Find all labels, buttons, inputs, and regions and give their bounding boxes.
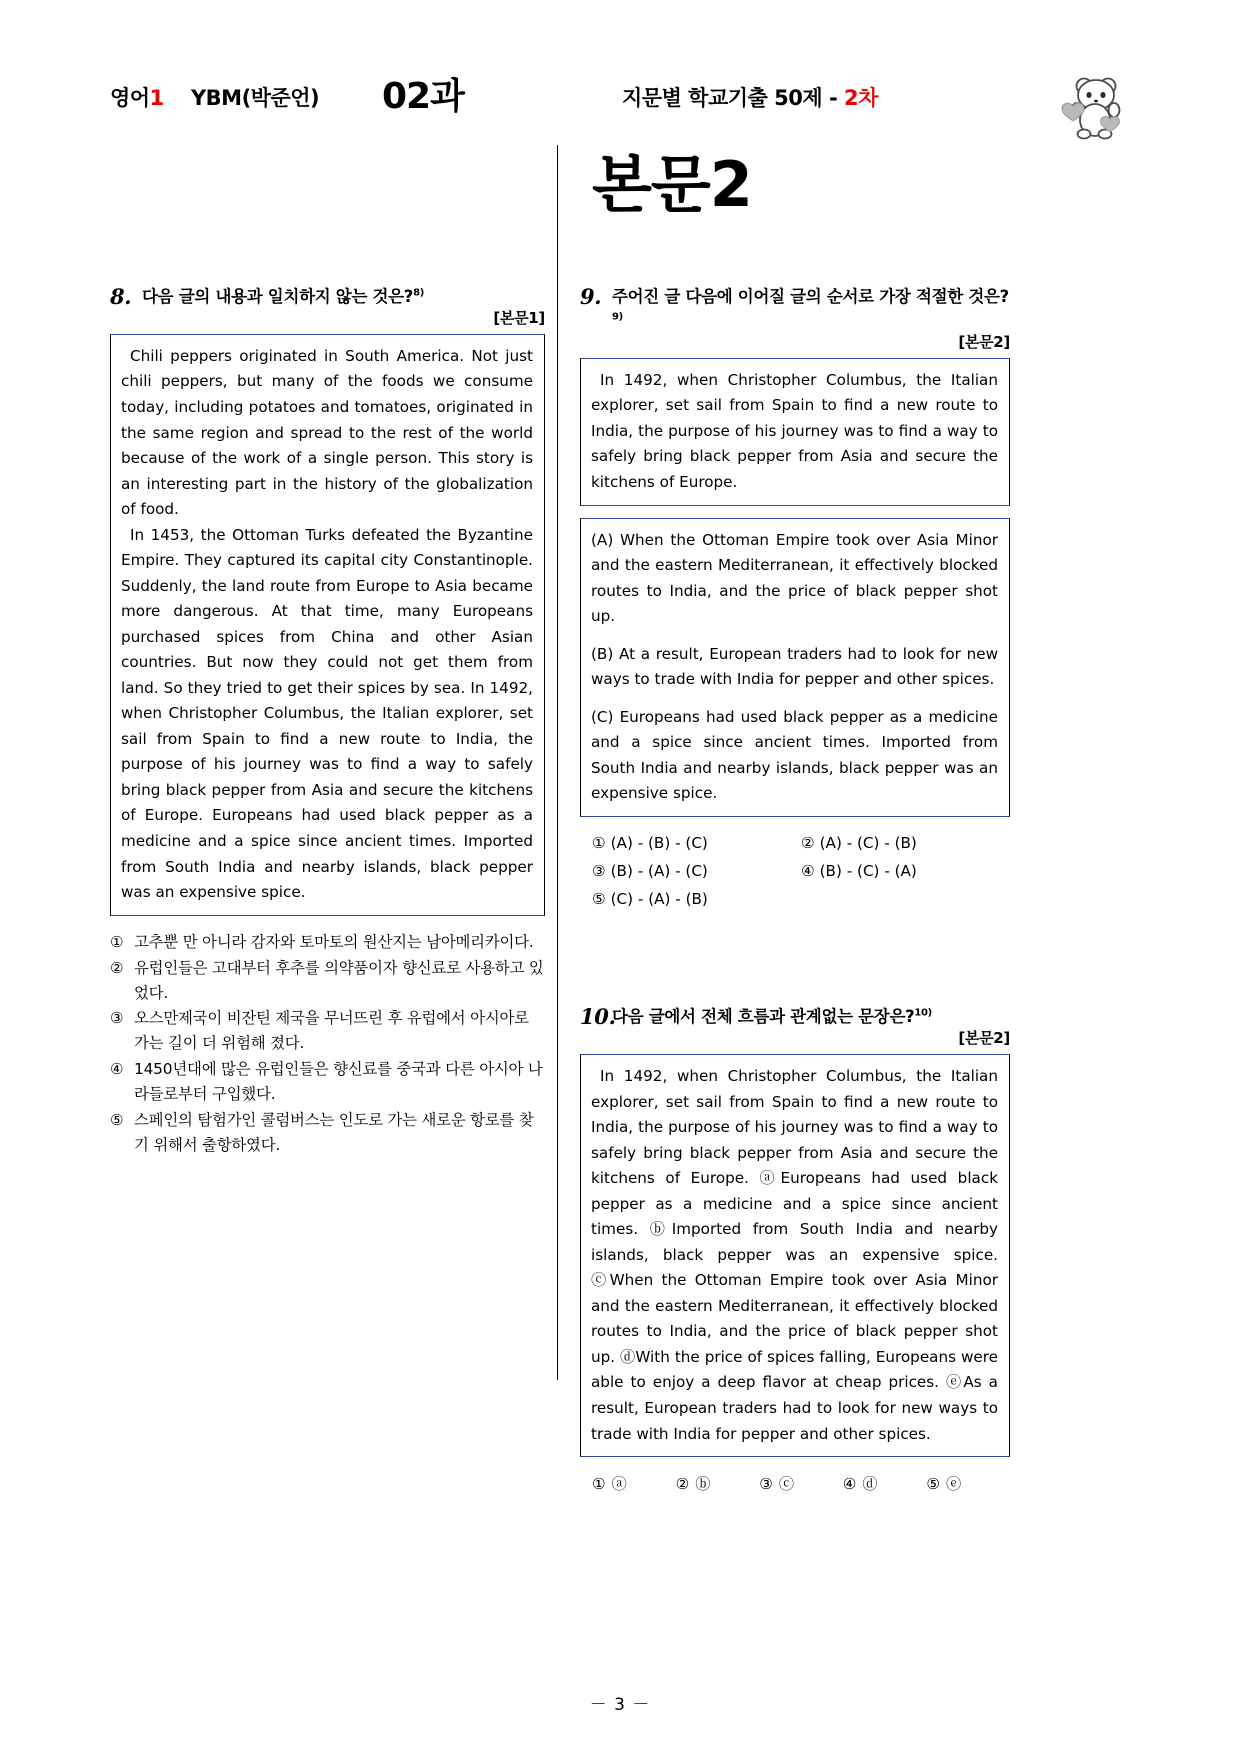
page-header bbox=[110, 68, 1140, 138]
choice-text: ⓑ bbox=[695, 1475, 711, 1494]
segment-b: (B) At a result, European traders had to look for new ways to trade with India for pepper and other spices. bbox=[591, 644, 998, 689]
question-9-prompt: 주어진 글 다음에 이어질 글의 순서로 가장 적절한 것은? bbox=[612, 287, 1009, 306]
choice-option[interactable] bbox=[592, 1473, 676, 1494]
choice-text: ⓒ bbox=[778, 1475, 794, 1494]
choice-option[interactable] bbox=[592, 885, 801, 913]
question-9-number: 9. bbox=[580, 284, 602, 309]
choice-option[interactable] bbox=[843, 1473, 927, 1494]
question-10-heading bbox=[580, 1005, 1010, 1029]
choice-text: (C) - (A) - (B) bbox=[610, 890, 708, 909]
choice-text: 1450년대에 많은 유럽인들은 향신료를 중국과 다른 아시아 나라들로부터 구입했다. bbox=[134, 1060, 543, 1104]
passage-paragraph: Chili peppers originated in South America. Not just chili peppers, but many of the foods we consume today, including potatoes and tomatoes, originated in the same region and spread to the rest of the world because of the work of a single person. This story is an interesting part in the history of the globalization of food. bbox=[121, 346, 533, 519]
question-9-heading bbox=[580, 285, 1010, 333]
question-10-passage bbox=[580, 1054, 1010, 1457]
choice-option[interactable] bbox=[592, 829, 801, 857]
choice-marker: ② bbox=[110, 958, 124, 977]
choice-text: (B) - (A) - (C) bbox=[610, 861, 708, 880]
choice-spacer bbox=[801, 885, 1010, 913]
header-round-label: 2차 bbox=[843, 86, 878, 110]
choice-option[interactable] bbox=[110, 1006, 545, 1056]
choice-text: 스페인의 탐험가인 콜럼버스는 인도로 가는 새로운 항로를 찾기 위해서 출항하였다. bbox=[134, 1111, 534, 1155]
question-8-heading bbox=[110, 285, 545, 309]
header-subject-publisher bbox=[110, 82, 319, 112]
choice-text: ⓓ bbox=[862, 1475, 878, 1494]
question-10-number: 10. bbox=[580, 1004, 616, 1030]
question-8-superscript: 8) bbox=[413, 287, 425, 299]
choice-option[interactable] bbox=[676, 1473, 760, 1494]
passage-paragraph: In 1453, the Ottoman Turks defeated the Byzantine Empire. They captured its capital city Constantinople. Suddenly, the land route from Europe to Asia became more dangerous. At that time, many Europeans purchased spices from China and other Asian countries. But now they could not get them from land. So they tried to get their spices by sea. In 1492, when Christopher Columbus, the Italian explorer, set sail from Spain to find a new route to India, the purpose of his journey was to find a way to safely bring black pepper from Asia and secure the kitchens of Europe. Europeans had used black pepper as a medicine and a spice since ancient times. Imported from South India and nearby islands, black pepper was an expensive spice. bbox=[121, 525, 533, 902]
right-column bbox=[580, 285, 1010, 1494]
question-8-passage bbox=[110, 334, 545, 916]
choice-option[interactable] bbox=[110, 956, 545, 1006]
question-9-source-tag: [본문2] bbox=[958, 332, 1010, 351]
choice-option[interactable] bbox=[801, 857, 1010, 885]
choice-row bbox=[592, 885, 1010, 913]
choice-marker: ② bbox=[675, 1475, 690, 1494]
choice-marker: ④ bbox=[842, 1475, 857, 1494]
left-column bbox=[110, 285, 545, 1159]
question-9-segments bbox=[580, 518, 1010, 817]
choice-marker: ① bbox=[592, 833, 606, 852]
question-8-number: 8. bbox=[110, 284, 132, 309]
choice-option[interactable] bbox=[759, 1473, 843, 1494]
header-subject-number: 1 bbox=[149, 86, 164, 110]
choice-text: ⓐ bbox=[611, 1475, 627, 1494]
header-series-label: 지문별 학교기출 50제 - bbox=[622, 86, 844, 110]
choice-option[interactable] bbox=[592, 857, 801, 885]
panda-mascot-icon bbox=[1055, 62, 1135, 142]
choice-text: 오스만제국이 비잔틴 제국을 무너뜨린 후 유럽에서 아시아로 가는 길이 더 위험해 졌다. bbox=[134, 1009, 529, 1053]
question-9-lead-passage bbox=[580, 358, 1010, 506]
choice-text: ⓔ bbox=[946, 1475, 962, 1494]
choice-row bbox=[592, 829, 1010, 857]
question-8-prompt: 다음 글의 내용과 일치하지 않는 것은? bbox=[142, 287, 414, 306]
choice-text: (A) - (C) - (B) bbox=[819, 833, 917, 852]
choice-option[interactable] bbox=[110, 930, 545, 955]
section-title: 본문2 bbox=[592, 148, 752, 221]
header-publisher-label: YBM(박준언) bbox=[190, 86, 320, 110]
header-lesson-label: 02과 bbox=[382, 76, 464, 117]
choice-option[interactable] bbox=[110, 1057, 545, 1107]
choice-text: 유럽인들은 고대부터 후추를 의약품이자 향신료로 사용하고 있었다. bbox=[134, 958, 544, 1002]
choice-marker: ④ bbox=[110, 1060, 124, 1079]
choice-option[interactable] bbox=[801, 829, 1010, 857]
question-8-choices bbox=[110, 930, 545, 1159]
question-10-superscript: 10) bbox=[914, 1007, 932, 1019]
choice-marker: ① bbox=[592, 1475, 606, 1494]
segment-c: (C) Europeans had used black pepper as a medicine and a spice since ancient times. Imported from South India and nearby islands, black pepper was an expensive spice. bbox=[591, 707, 998, 803]
header-subject-label: 영어 bbox=[110, 86, 150, 110]
question-10-source-tag: [본문2] bbox=[958, 1029, 1010, 1048]
question-9-choices bbox=[580, 829, 1010, 913]
choice-marker: ① bbox=[110, 932, 124, 951]
choice-marker: ⑤ bbox=[110, 1111, 124, 1130]
page-number: － 3 － bbox=[589, 1695, 651, 1715]
choice-marker: ⑤ bbox=[926, 1475, 940, 1494]
question-8-source-tag: [본문1] bbox=[493, 308, 545, 327]
segment-a: (A) When the Ottoman Empire took over Asia Minor and the eastern Mediterranean, it effectively blocked routes to India, and the price of black pepper shot up. bbox=[591, 530, 998, 626]
passage-paragraph: In 1492, when Christopher Columbus, the Italian explorer, set sail from Spain to find a new route to India, the purpose of his journey was to find a way to safely bring black pepper from Asia and secure the kitchens of Europe. bbox=[591, 370, 998, 491]
choice-marker: ③ bbox=[110, 1009, 124, 1028]
question-10-prompt: 다음 글에서 전체 흐름과 관계없는 문장은? bbox=[612, 1007, 915, 1027]
question-9-superscript: 9) bbox=[612, 311, 623, 323]
choice-marker: ⑤ bbox=[592, 890, 606, 909]
question-spacer bbox=[580, 913, 1010, 1005]
choice-row bbox=[592, 857, 1010, 885]
choice-marker: ④ bbox=[801, 861, 815, 880]
choice-text: (B) - (C) - (A) bbox=[819, 861, 917, 880]
choice-marker: ② bbox=[801, 833, 815, 852]
choice-text: (A) - (B) - (C) bbox=[610, 833, 708, 852]
header-series-title bbox=[622, 82, 878, 112]
passage-paragraph: In 1492, when Christopher Columbus, the Italian explorer, set sail from Spain to find a new route to India, the purpose of his journey was to find a way to safely bring black pepper from Asia and secure the kitchens of Europe. ⓐEuropeans had used black pepper as a medicine and a spice since ancient times. ⓑImported from South India and nearby islands, black pepper was an expensive spice. ⓒWhen the Ottoman Empire took over Asia Minor and the eastern Mediterranean, it effectively blocked routes to India, and the price of black pepper shot up. ⓓWith the price of spices falling, Europeans were able to enjoy a deep flavor at cheap prices. ⓔAs a result, European traders had to look for new ways to trade with India for pepper and other spices. bbox=[591, 1067, 998, 1443]
choice-marker: ③ bbox=[759, 1475, 773, 1494]
choice-marker: ③ bbox=[592, 861, 606, 880]
question-10-choices bbox=[580, 1473, 1010, 1494]
choice-option[interactable] bbox=[926, 1473, 1010, 1494]
column-divider bbox=[557, 145, 558, 1380]
choice-option[interactable] bbox=[110, 1108, 545, 1158]
choice-text: 고추뿐 만 아니라 감자와 토마토의 원산지는 남아메리카이다. bbox=[134, 932, 534, 951]
